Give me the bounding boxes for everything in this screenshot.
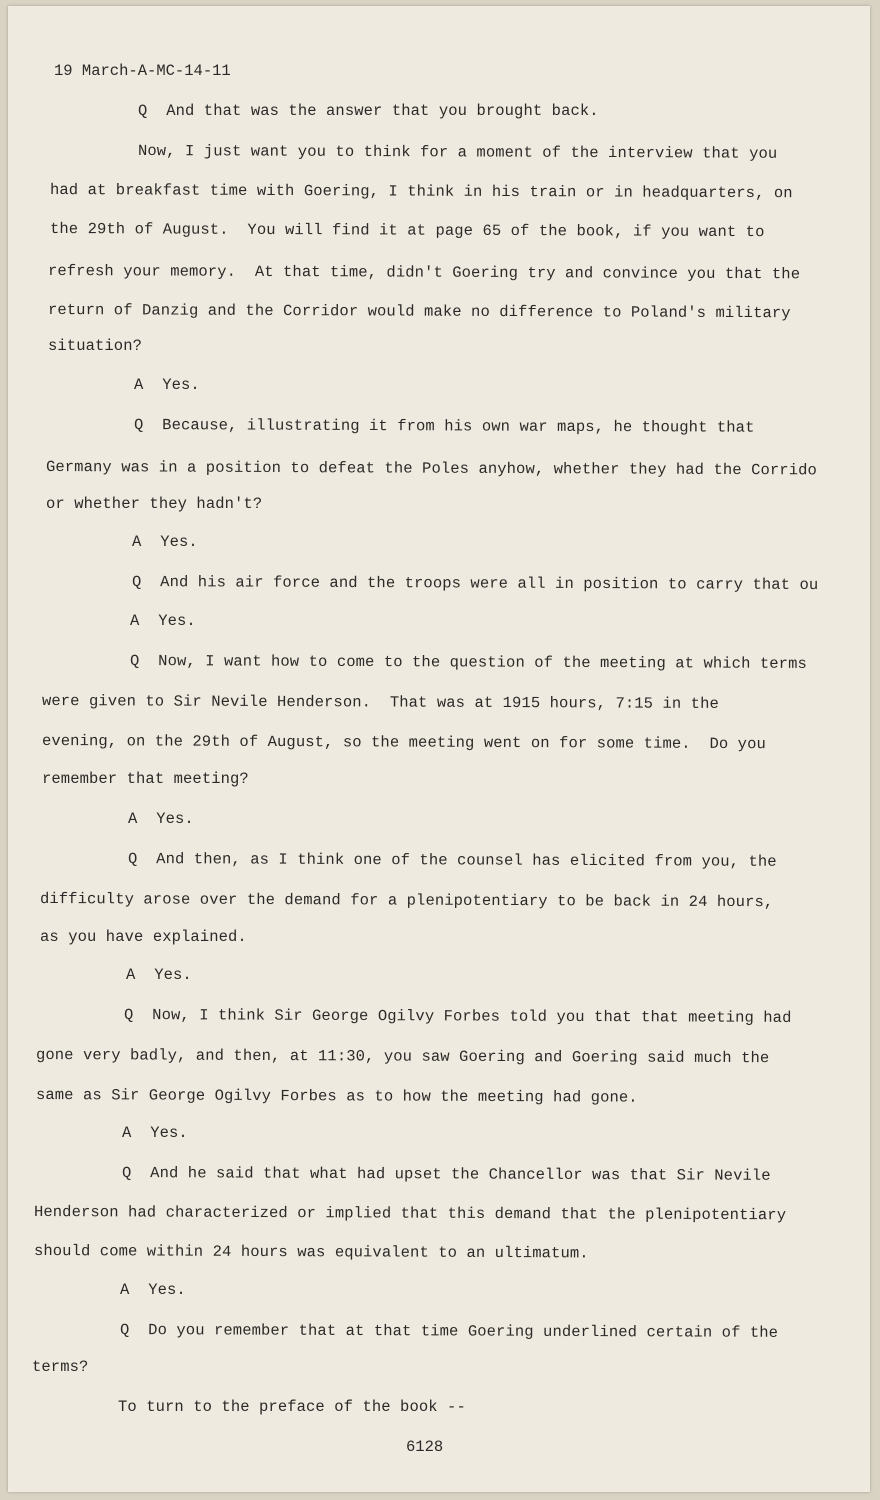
transcript-line: A Yes.	[132, 533, 198, 551]
transcript-line: should come within 24 hours was equivalent to an ultimatum.	[33, 1242, 589, 1263]
transcript-line: Now, I just want you to think for a moment of the interview that you	[137, 142, 778, 163]
transcript-line: evening, on the 29th of August, so the meeting went on for some time. Do you	[41, 732, 766, 754]
transcript-line: refresh your memory. At that time, didn't Goering try and convince you that the	[47, 262, 801, 284]
transcript-line: Henderson had characterized or implied that this demand that the plenipotentiary	[33, 1203, 787, 1225]
transcript-line: difficulty arose over the demand for a plenipotentiary to be back in 24 hours,	[39, 890, 774, 912]
transcript-line: Q And he said that what had upset the Chancellor was that Sir Nevile	[121, 1164, 771, 1185]
transcript-line: as you have explained.	[40, 928, 247, 946]
transcript-line: A Yes.	[128, 810, 194, 828]
page-number: 6128	[406, 1438, 444, 1456]
transcript-line: Q Do you remember that at that time Goering underlined certain of the	[119, 1321, 779, 1342]
transcript-line: terms?	[32, 1358, 89, 1376]
transcript-line: remember that meeting?	[42, 770, 249, 788]
transcript-line: A Yes.	[126, 966, 192, 984]
transcript-line: A Yes.	[130, 612, 196, 630]
transcript-line: Q Now, I want how to come to the question of the meeting at which terms	[129, 652, 807, 673]
transcript-line: To turn to the preface of the book --	[118, 1398, 466, 1416]
transcript-line: return of Danzig and the Corridor would make no difference to Poland's military	[47, 301, 791, 323]
transcript-line: same as Sir George Ogilvy Forbes as to how the meeting had gone.	[35, 1086, 638, 1107]
transcript-line: Q And his air force and the troops were all in position to carry that ou	[131, 573, 819, 594]
transcript-line: A Yes.	[122, 1124, 188, 1142]
transcript-line: Q And then, as I think one of the counsel has elicited from you, the	[127, 850, 777, 871]
transcript-line: Q Now, I think Sir George Ogilvy Forbes told you that that meeting had	[123, 1006, 792, 1027]
transcript-line: or whether they hadn't?	[46, 495, 263, 513]
transcript-line: had at breakfast time with Goering, I think in his train or in headquarters, on	[49, 181, 793, 203]
transcript-line: Germany was in a position to defeat the Poles anyhow, whether they had the Corrido	[45, 458, 817, 480]
transcript-line: Q Because, illustrating it from his own war maps, he thought that	[133, 416, 755, 437]
transcript-line: Q And that was the answer that you brought back.	[138, 102, 599, 120]
transcript-line: gone very badly, and then, at 11:30, you saw Goering and Goering said much the	[35, 1046, 770, 1068]
document-header: 19 March-A-MC-14-11	[54, 62, 231, 80]
document-page	[8, 6, 870, 1492]
transcript-line: the 29th of August. You will find it at page 65 of the book, if you want to	[49, 220, 765, 242]
transcript-line: A Yes.	[120, 1281, 186, 1299]
transcript-line: were given to Sir Nevile Henderson. That was at 1915 hours, 7:15 in the	[41, 692, 719, 713]
transcript-line: A Yes.	[134, 376, 200, 394]
transcript-line: situation?	[48, 337, 143, 355]
